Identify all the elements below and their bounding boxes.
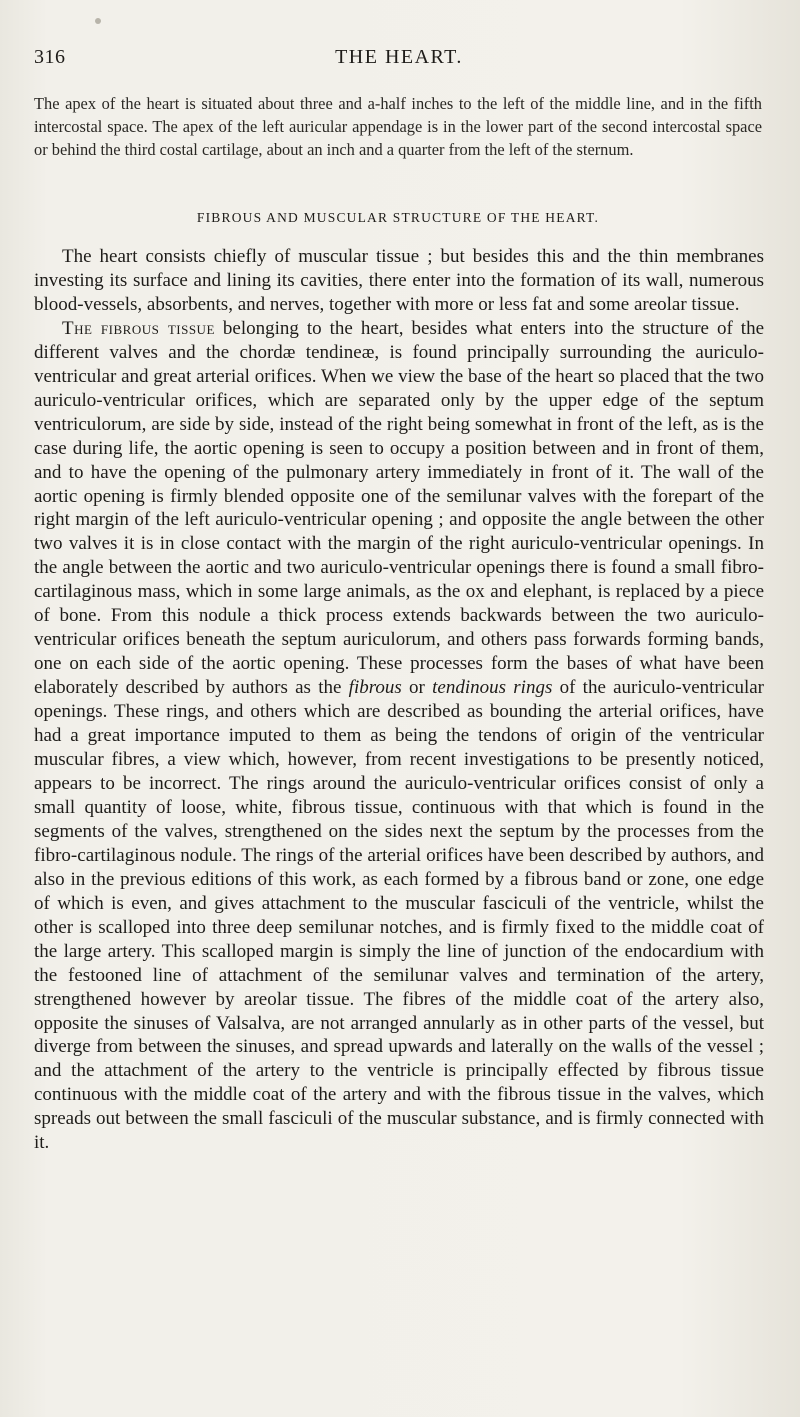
italic-term-fibrous: fibrous <box>348 677 402 699</box>
intro-paragraph: The apex of the heart is situated about three and a-half inches to the left of the middle line, and in the fifth intercostal space. The apex of the left auricular appendage is in the lower part of the second intercostal space or behind the third costal cartilage, about an inch and a quarter from the left of the sternum. <box>34 94 762 159</box>
paragraph-text: of the auriculo-ventricular openings. These rings, and others which are described as bounding the arterial orifices, have had a great importance imputed to them as being the tendons of origin of the ventricular muscular fibres, a view which, however, from recent investigations to be presently noticed, appears to be incorrect. The rings around the auriculo-ventricular orifices consist of only a small quantity of loose, white, fibrous tissue, continuous with that which is found in the segments of the valves, strengthened on the sides next the septum by the processes from the fibro-cartilaginous nodule. The rings of the arterial orifices have been described by authors, and also in the previous editions of this work, as each formed by a fibrous band or zone, one edge of which is even, and gives attachment to the muscular fasciculi of the ventricle, whilst the other is scalloped into three deep semilunar notches, and is firmly fixed to the middle coat of the large artery. This scalloped margin is simply the line of junction of the endocardium with the festooned line of attachment of the semilunar valves and termination of the artery, strengthened however by areolar tissue. The fibres of the middle coat of the artery also, opposite the sinuses of Valsalva, are not arranged annularly as in other parts of the vessel, but diverge from between the sinuses, and spread upwards and laterally on the walls of the vessel ; and the attachment of the artery to the ventricle is principally effected by fibrous tissue continuous with the middle coat of the artery and with the fibrous tissue in the valves, which spreads out between the small fasciculi of the muscular substance, and is firmly connected with it. <box>34 677 764 1154</box>
paragraph-fibrous-tissue <box>34 317 764 1155</box>
section-heading: FIBROUS AND MUSCULAR STRUCTURE OF THE HEART. <box>196 210 600 225</box>
running-title: THE HEART. <box>335 46 463 68</box>
page-number: 316 <box>34 46 66 68</box>
paragraph-text: belonging to the heart, besides what enters into the structure of the different valves and the chordæ tendineæ, is found principally surrounding the auriculo-ventricular and great arterial orifices. When we view the base of the heart so placed that the two auriculo-ventricular orifices, which are separated only by the upper edge of the septum ventriculorum, are side by side, instead of the right being somewhat in front of the left, as is the case during life, the aortic opening is seen to occupy a position between and in front of them, and to have the opening of the pulmonary artery immediately in front of it. The wall of the aortic opening is firmly blended opposite one of the semilunar valves with the forepart of the right margin of the left auriculo-ventricular opening ; and opposite the angle between the other two valves it is in close contact with the margin of the right auriculo-ventricular openings. In the angle between the aortic and two auriculo-ventricular openings there is found a small fibro-cartilaginous mass, which in some large animals, as the ox and elephant, is replaced by a piece of bone. From this nodule a thick process extends backwards between the two auriculo-ventricular orifices beneath the septum auriculorum, and others pass forwards forming bands, one on each side of the aortic opening. These processes form the bases of what have been elaborately described by authors as the <box>34 317 765 699</box>
italic-term-tendinous-rings: tendinous rings <box>432 677 553 699</box>
page-header <box>34 46 764 76</box>
paper-speck <box>95 18 101 24</box>
paragraph-lead: The fibrous tissue <box>62 317 215 339</box>
paragraph-text: or <box>401 677 433 699</box>
main-text <box>34 245 764 1155</box>
paragraph-composition: The heart consists chiefly of muscular tissue ; but besides this and the thin membranes investing its surface and lining its cavities, there enter into the formation of its wall, numerous blood-vessels, absorbents, and nerves, together with more or less fat and some areolar tissue. <box>34 246 764 315</box>
